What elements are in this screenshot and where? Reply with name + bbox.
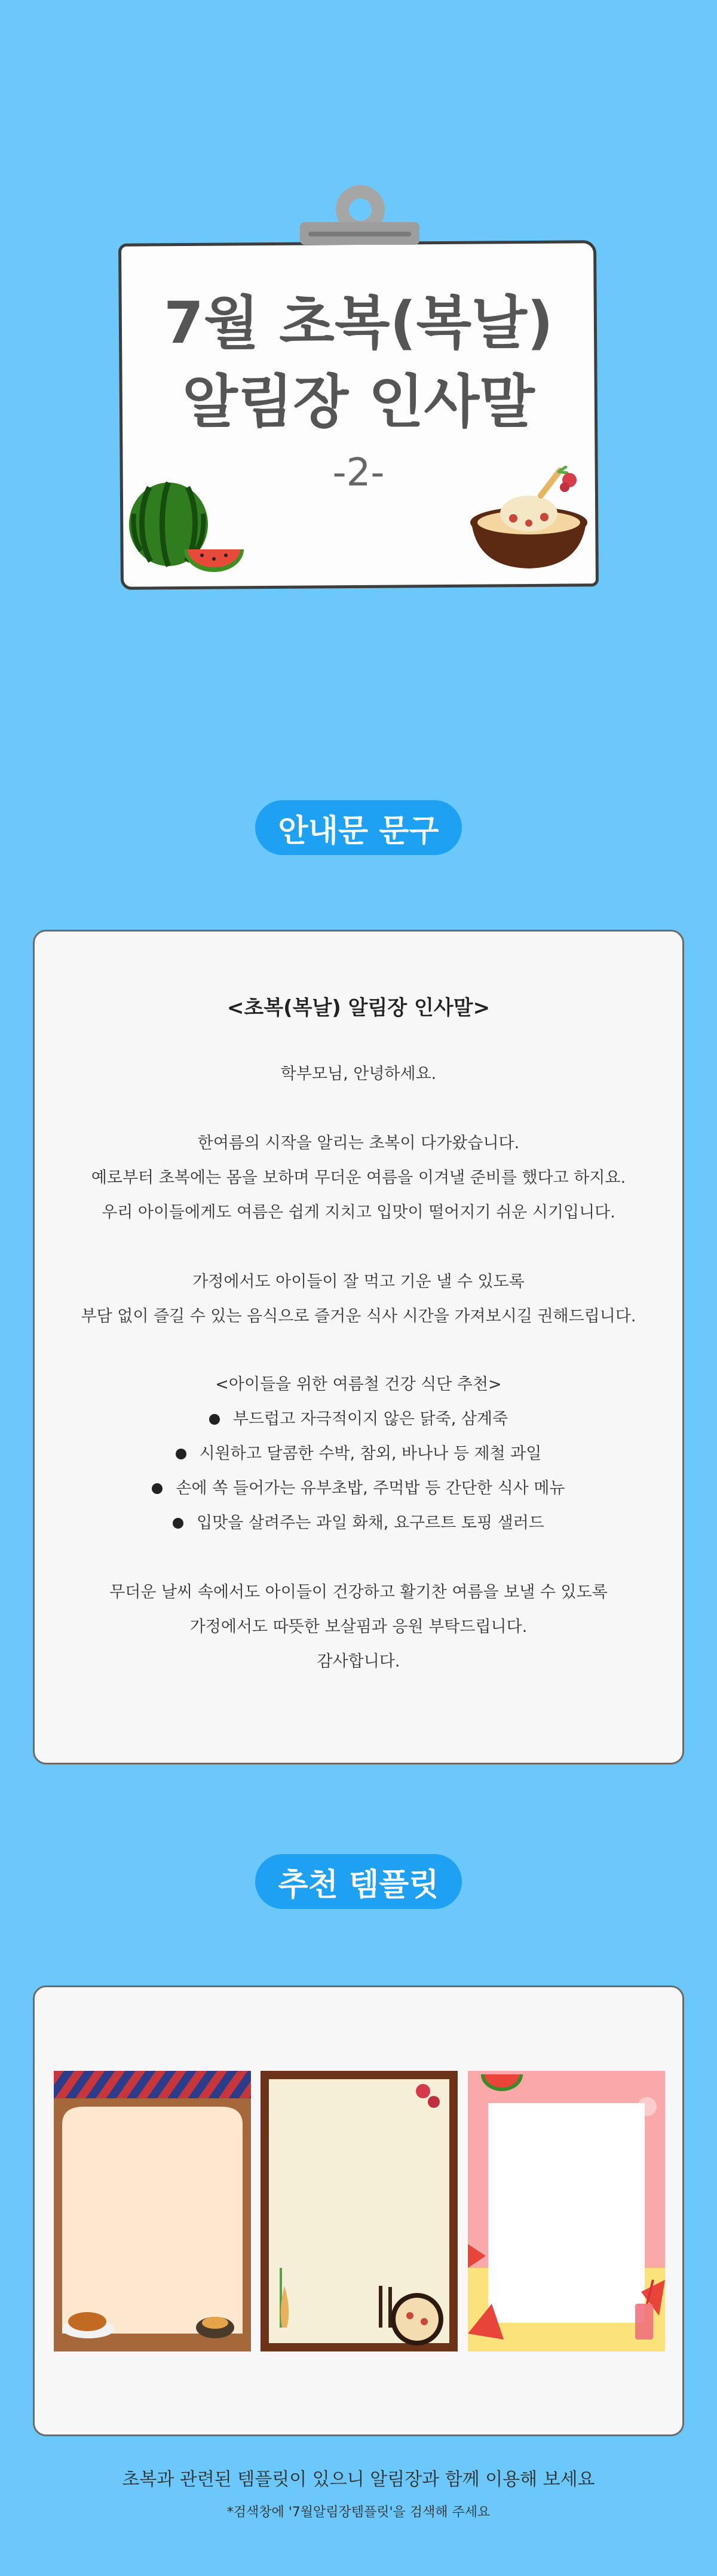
bullet-dot-icon	[176, 1449, 186, 1459]
bullet-dot-icon	[173, 1518, 183, 1529]
notice-paragraph-3	[35, 1575, 682, 1644]
page-title-line1: 7월 초복(복날)	[164, 290, 553, 356]
list-item: 시원하고 달콤한 수박, 참외, 바나나 등 제철 과일	[35, 1437, 682, 1471]
notice-paragraph-2	[35, 1265, 682, 1334]
bullet-dot-icon	[209, 1414, 220, 1425]
template-thumbnail-2[interactable]	[261, 2071, 458, 2351]
list-item: 손에 쏙 들어가는 유부초밥, 주먹밥 등 간단한 식사 메뉴	[35, 1471, 682, 1506]
notice-paragraph-1	[35, 1126, 682, 1230]
footer-main-text: 초복과 관련된 템플릿이 있으니 알림장과 함께 이용해 보세요	[122, 2469, 595, 2490]
notice-line: 가정에서도 따뜻한 보살핌과 응원 부탁드립니다.	[189, 1618, 528, 1636]
template-thumbnail-1[interactable]	[54, 2071, 251, 2351]
template-1-art	[54, 2071, 251, 2351]
page-subtitle: -2-	[332, 451, 385, 495]
list-item: 부드럽고 자극적이지 않은 닭죽, 삼계죽	[35, 1402, 682, 1437]
menu-recommendation-list	[35, 1367, 682, 1541]
notice-card	[33, 930, 684, 1765]
clipboard-clip-icon	[300, 185, 419, 263]
template-3-art	[468, 2071, 665, 2351]
notice-greeting: 학부모님, 안녕하세요.	[280, 1065, 437, 1083]
notice-line: 우리 아이들에게도 여름은 쉽게 지치고 입맛이 떨어지기 쉬운 시기입니다.	[102, 1203, 615, 1222]
list-item: 입맛을 살려주는 과일 화채, 요구르트 토핑 샐러드	[35, 1506, 682, 1541]
notice-line: 한여름의 시작을 알리는 초복이 다가왔습니다.	[197, 1134, 520, 1152]
bullet-dot-icon	[152, 1483, 163, 1494]
samgyetang-bowl-icon	[463, 466, 595, 576]
notice-closing: 감사합니다.	[317, 1652, 400, 1671]
watermelon-icon	[125, 472, 248, 573]
notice-line: 부담 없이 즐길 수 있는 음식으로 즐거운 식사 시간을 가져보시길 권해드립니다.	[81, 1307, 636, 1326]
section-label-templates: 추천 템플릿	[255, 1854, 462, 1909]
template-card	[33, 1985, 684, 2436]
section-label-notice: 안내문 문구	[255, 800, 462, 855]
footer-search-note: *검색창에 '7월알림장템플릿'을 검색해 주세요	[226, 2505, 491, 2520]
notice-line: 가정에서도 아이들이 잘 먹고 기운 낼 수 있도록	[192, 1272, 525, 1291]
header-card-wrapper	[120, 242, 598, 588]
template-2-art	[261, 2071, 458, 2351]
notice-line: 무더운 날씨 속에서도 아이들이 건강하고 활기찬 여름을 보낼 수 있도록	[109, 1583, 608, 1601]
page-title-line2: 알림장 인사말	[182, 368, 535, 435]
template-thumbnail-3[interactable]	[468, 2071, 665, 2351]
notice-title: <초복(복날) 알림장 인사말>	[226, 996, 491, 1020]
menu-heading: <아이들을 위한 여름철 건강 식단 추천>	[215, 1375, 502, 1394]
notice-line: 예로부터 초복에는 몸을 보하며 무더운 여름을 이겨낼 준비를 했다고 하지요.	[91, 1169, 626, 1187]
